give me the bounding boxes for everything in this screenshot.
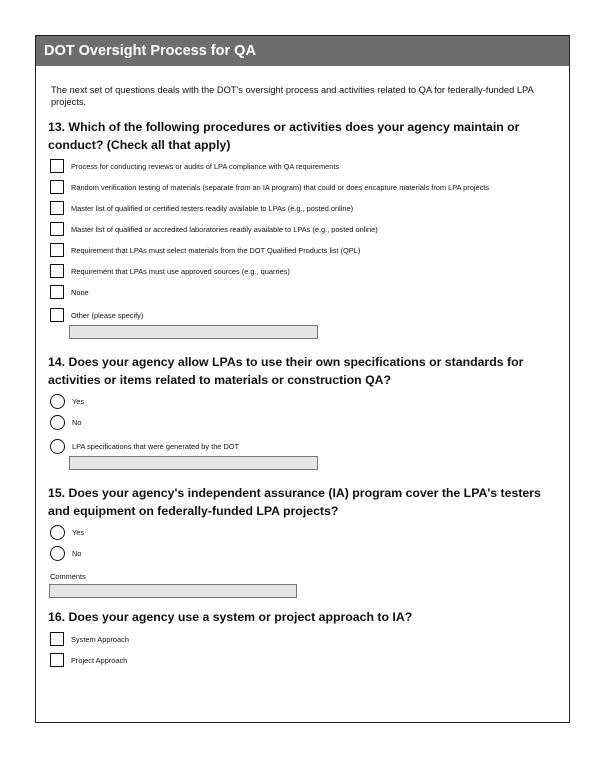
q14-option-yes[interactable] <box>50 393 84 409</box>
option-label: Requirement that LPAs must use approved sources (e.g., quarries) <box>71 266 290 276</box>
q16-option-system-approach[interactable] <box>50 631 129 647</box>
q14-option-dot-generated[interactable] <box>50 438 239 454</box>
option-label: Project Approach <box>71 655 128 665</box>
q15-comments-input[interactable] <box>49 584 297 598</box>
option-label: Requirement that LPAs must select materials from the DOT Qualified Products list (QPL) <box>71 245 361 255</box>
q15-option-no[interactable] <box>50 545 81 561</box>
q13-option-other[interactable] <box>50 307 143 323</box>
q13-other-specify-input[interactable] <box>69 325 318 339</box>
section-title: DOT Oversight Process for QA <box>36 36 569 66</box>
option-label: LPA specifications that were generated by the DOT <box>72 441 240 451</box>
option-label: Process for conducting reviews or audits of LPA compliance with QA requirements <box>71 161 340 171</box>
option-label: No <box>72 548 82 558</box>
checkbox[interactable] <box>50 632 64 646</box>
question-15: 15. Does your agency's independent assurance (IA) program cover the LPA's testers and equipment on federally-funded LPA projects? <box>48 486 541 518</box>
option-label: No <box>72 417 82 427</box>
checkbox[interactable] <box>50 264 64 278</box>
option-label: System Approach <box>71 634 129 644</box>
q13-option-qpl[interactable] <box>50 242 360 258</box>
q13-option-reviews-audits[interactable] <box>50 158 339 174</box>
checkbox[interactable] <box>50 222 64 236</box>
checkbox[interactable] <box>50 243 64 257</box>
radio-button[interactable] <box>50 525 65 540</box>
checkbox[interactable] <box>50 653 64 667</box>
q13-option-laboratories-list[interactable] <box>50 221 378 237</box>
radio-button[interactable] <box>50 546 65 561</box>
q13-option-random-verification[interactable] <box>50 179 489 195</box>
q15-option-yes[interactable] <box>50 524 84 540</box>
section-intro: The next set of questions deals with the DOT's oversight process and activities related to QA for federally-funded LPA projects. <box>51 85 534 107</box>
option-label: Other (please specify) <box>71 310 144 320</box>
q14-option-no[interactable] <box>50 414 81 430</box>
question-14: 14. Does your agency allow LPAs to use their own specifications or standards for activities or items related to materials or construction QA? <box>48 355 524 387</box>
option-label: Random verification testing of materials (separate from an IA program) that could or does encapture materials from LPA projects <box>71 182 490 192</box>
question-13: 13. Which of the following procedures or activities does your agency maintain or conduct? (Check all that apply) <box>48 120 520 152</box>
radio-button[interactable] <box>50 439 65 454</box>
checkbox[interactable] <box>50 308 64 322</box>
checkbox[interactable] <box>50 201 64 215</box>
radio-button[interactable] <box>50 415 65 430</box>
option-label: None <box>71 287 89 297</box>
radio-button[interactable] <box>50 394 65 409</box>
q14-specify-input[interactable] <box>69 456 318 470</box>
checkbox[interactable] <box>50 180 64 194</box>
q13-option-testers-list[interactable] <box>50 200 353 216</box>
q13-option-approved-sources[interactable] <box>50 263 290 279</box>
checkbox[interactable] <box>50 285 64 299</box>
q13-option-none[interactable] <box>50 284 89 300</box>
option-label: Yes <box>72 527 85 537</box>
question-16: 16. Does your agency use a system or project approach to IA? <box>48 610 413 624</box>
option-label: Yes <box>72 396 85 406</box>
survey-frame <box>35 35 570 723</box>
q15-comments-label: Comments <box>50 572 86 581</box>
option-label: Master list of qualified or certified testers readily available to LPAs (e.g., posted online) <box>71 203 354 213</box>
q16-option-project-approach[interactable] <box>50 652 127 668</box>
checkbox[interactable] <box>50 159 64 173</box>
option-label: Master list of qualified or accredited laboratories readily available to LPAs (e.g., posted online) <box>71 224 378 234</box>
